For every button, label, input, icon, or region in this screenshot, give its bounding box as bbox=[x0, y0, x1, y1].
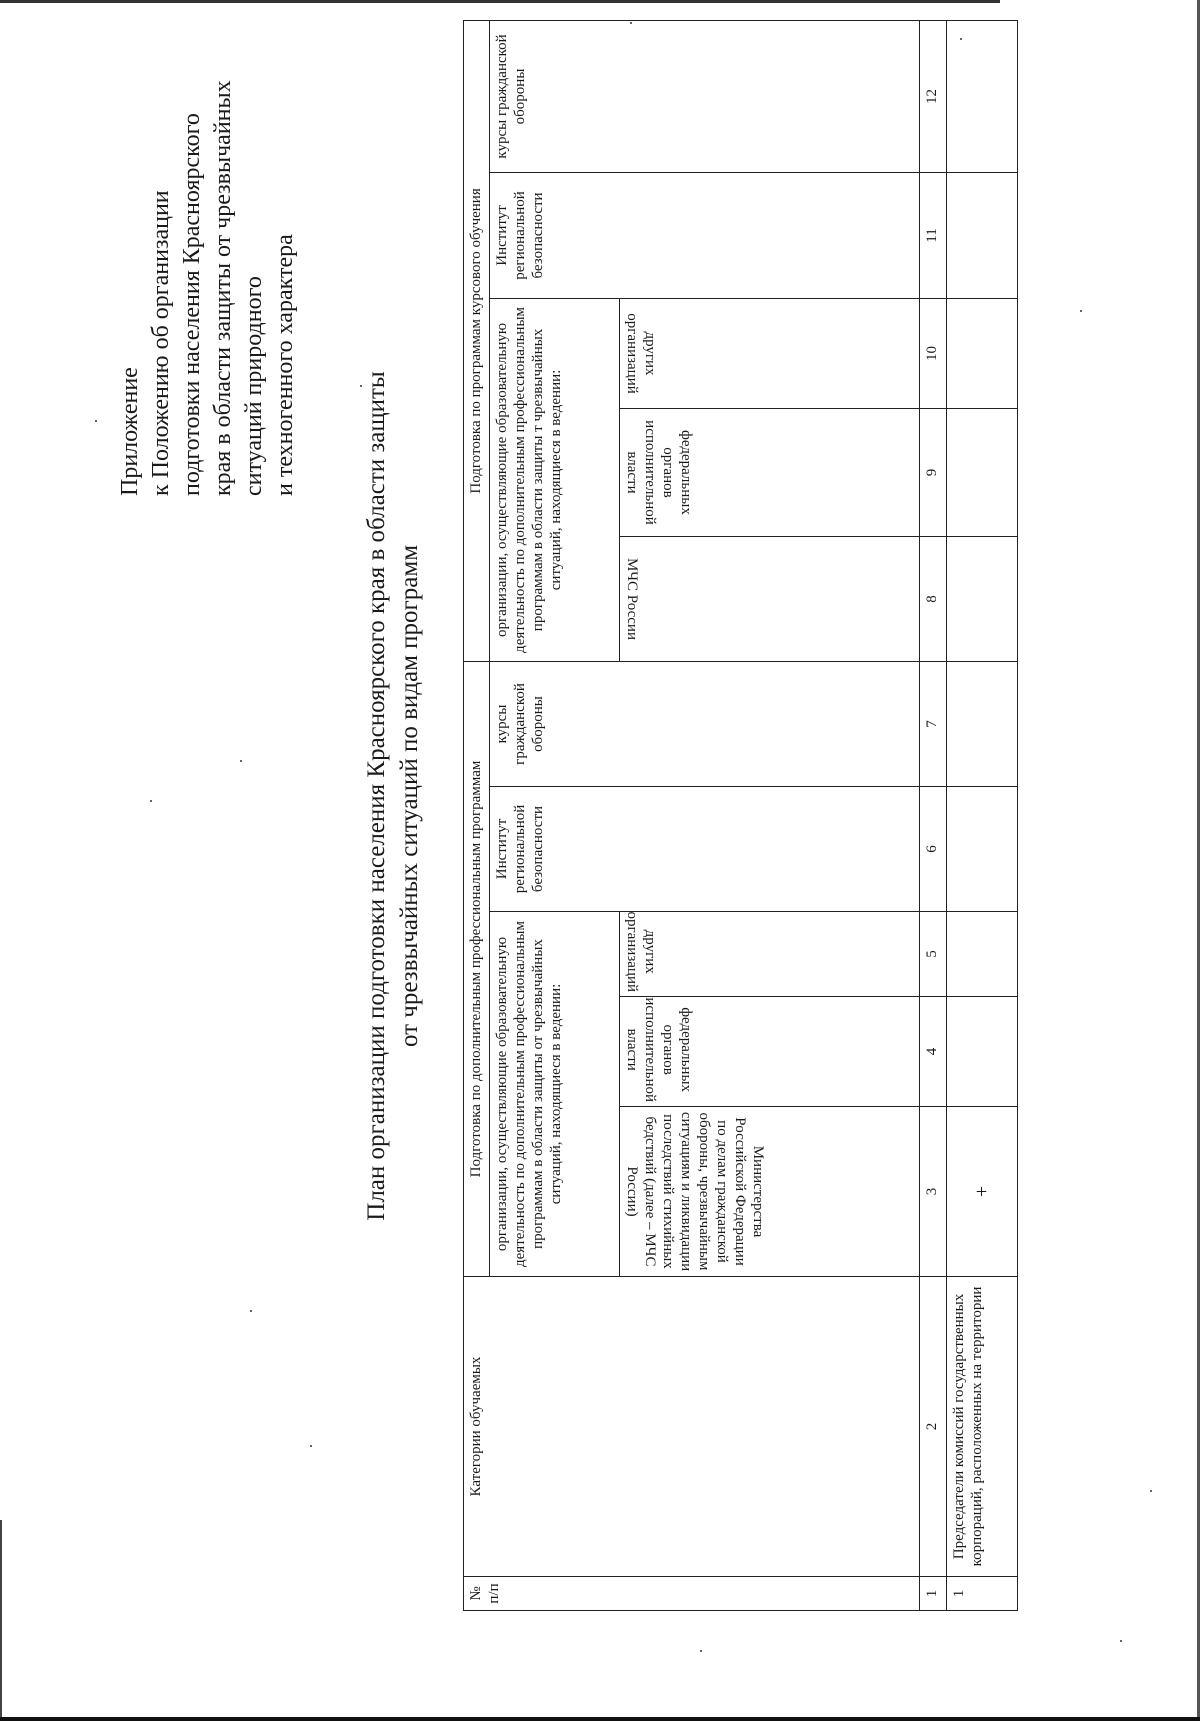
scan-speckle bbox=[250, 1310, 252, 1312]
column-number-row bbox=[920, 20, 947, 1610]
row-cell-empty bbox=[947, 661, 1018, 786]
plan-title-line: от чрезвычайных ситуаций по видам программ bbox=[396, 544, 423, 1048]
row-category: Председатели комиссий государственных корпораций, расположенных на территории bbox=[947, 1277, 1018, 1577]
header-institute-course: Институт региональной безопасности bbox=[490, 172, 920, 298]
scan-speckle bbox=[700, 1650, 702, 1652]
column-number: 9 bbox=[920, 408, 947, 536]
appendix-line: ситуаций природного bbox=[241, 276, 267, 496]
header-group-course: Подготовка по программам курсового обучения bbox=[464, 20, 490, 661]
header-federal-dpo bbox=[620, 997, 920, 1107]
header-institute-dpo: Институт региональной безопасности bbox=[490, 787, 920, 912]
appendix-line: к Положению об организации bbox=[148, 190, 174, 496]
header-group-dpo: Подготовка по дополнительным профессиональным программам bbox=[464, 661, 490, 1276]
plan-title bbox=[360, 246, 426, 1346]
column-number: 7 bbox=[920, 661, 947, 786]
row-cell-empty bbox=[947, 298, 1018, 408]
header-mchs-full bbox=[620, 1107, 920, 1277]
appendix-line: и техногенного характера bbox=[272, 234, 298, 496]
header-federal-dpo-text: федеральных органов исполнительной власти bbox=[624, 997, 694, 1103]
plan-title-line: План организации подготовки населения Красноярского края в области защиты bbox=[363, 371, 390, 1221]
scan-speckle bbox=[150, 800, 152, 802]
row-cell-empty bbox=[947, 997, 1018, 1107]
header-other-dpo bbox=[620, 912, 920, 997]
row-cell-empty bbox=[947, 408, 1018, 536]
column-number: 1 bbox=[920, 1577, 947, 1611]
header-courses-course: курсы гражданской обороны bbox=[490, 20, 920, 172]
table-row bbox=[947, 20, 1018, 1610]
appendix-header bbox=[115, 16, 301, 496]
header-other-dpo-text: других организаций bbox=[624, 911, 658, 992]
scan-speckle bbox=[630, 22, 632, 24]
scan-speckle bbox=[240, 760, 242, 762]
header-other-course bbox=[620, 298, 920, 408]
column-number: 4 bbox=[920, 997, 947, 1107]
row-mark-col3: + bbox=[947, 1107, 1018, 1277]
header-courses-dpo: курсы гражданской обороны bbox=[490, 661, 920, 786]
column-number: 8 bbox=[920, 536, 947, 661]
appendix-line: подготовки населения Красноярского bbox=[179, 113, 205, 496]
appendix-line: Приложение bbox=[117, 367, 143, 496]
row-no: 1 bbox=[947, 1577, 1018, 1611]
header-org-course: организации, осуществляющие образовательную деятельность по дополнительным профессиональным программам в области защиты т чрезвычайных ситуаций, находящиеся в ведении: bbox=[490, 298, 620, 661]
appendix-line: края в области защиты от чрезвычайных bbox=[210, 80, 236, 496]
column-number: 3 bbox=[920, 1107, 947, 1277]
header-mchs-full-text: Министерства Российской Федерации по делам гражданской обороны, чрезвычайным ситуациям и ликвидации последствий стихийных бедствий (далее – МЧС России) bbox=[624, 1111, 766, 1272]
column-number: 2 bbox=[920, 1277, 947, 1577]
header-mchs-short bbox=[620, 536, 920, 661]
scan-speckle bbox=[95, 420, 97, 422]
scan-speckle bbox=[1120, 1640, 1122, 1642]
row-cell-empty bbox=[947, 912, 1018, 997]
header-no: № п/п bbox=[464, 1577, 920, 1611]
column-number: 6 bbox=[920, 787, 947, 912]
scan-speckle bbox=[360, 385, 362, 387]
scan-speckle bbox=[310, 1445, 312, 1447]
training-plan-table bbox=[463, 20, 1018, 1611]
row-cell-empty bbox=[947, 536, 1018, 661]
header-org-dpo: организации, осуществляющие образовательную деятельность по дополнительным профессиональным программам в области защиты от чрезвычайных ситуаций, находящиеся в ведении: bbox=[490, 912, 620, 1277]
header-mchs-short-text: МЧС России bbox=[624, 557, 640, 640]
scan-speckle bbox=[1080, 310, 1082, 312]
column-number: 11 bbox=[920, 172, 947, 298]
scan-speckle bbox=[960, 38, 962, 40]
header-category: Категории обучаемых bbox=[464, 1277, 920, 1577]
row-cell-empty bbox=[947, 787, 1018, 912]
row-cell-empty bbox=[947, 172, 1018, 298]
row-cell-empty bbox=[947, 20, 1018, 172]
column-number: 12 bbox=[920, 20, 947, 172]
column-number: 5 bbox=[920, 912, 947, 997]
column-number: 10 bbox=[920, 298, 947, 408]
header-federal-course-text: федеральных органов исполнительной власти bbox=[624, 420, 694, 525]
header-federal-course bbox=[620, 408, 920, 536]
header-other-course-text: других организаций bbox=[624, 313, 658, 394]
scan-speckle bbox=[1150, 1490, 1152, 1492]
